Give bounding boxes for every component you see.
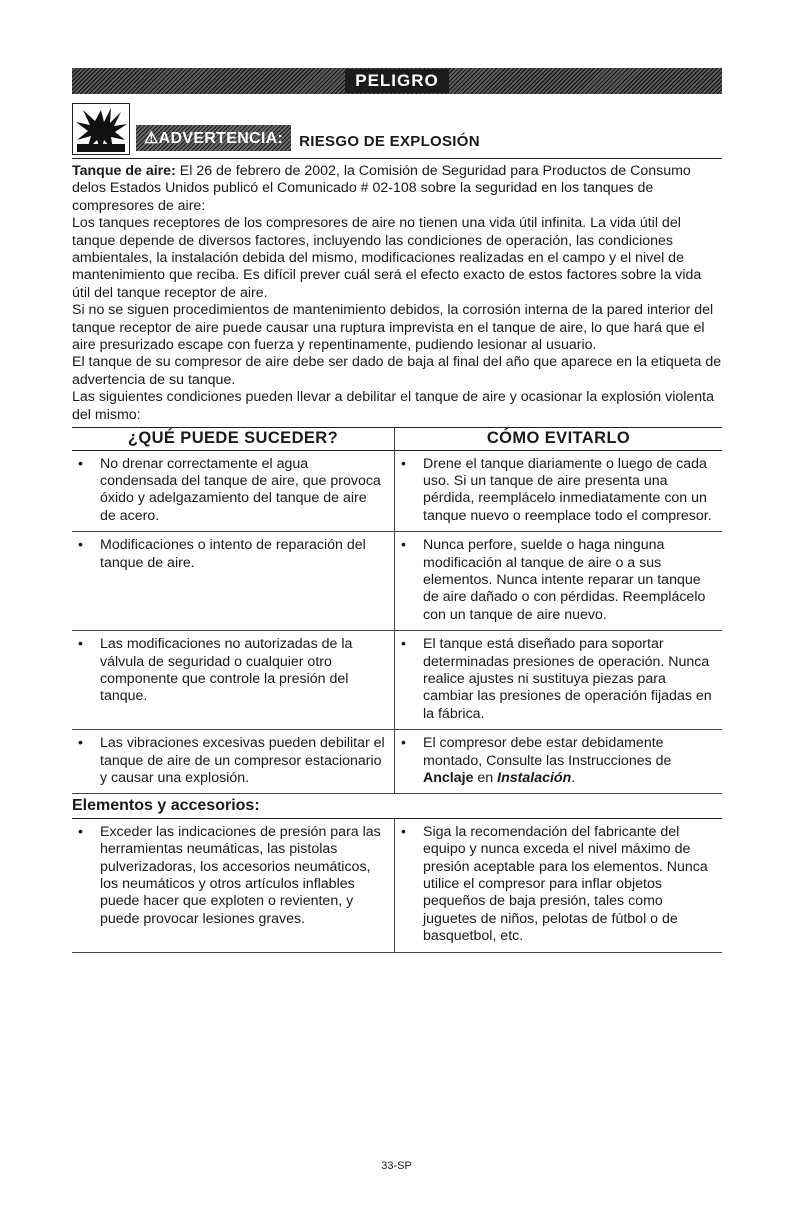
explosion-icon [72,103,130,155]
column-header-how-to-avoid: CÓMO EVITARLO [395,428,723,450]
section-header-row [72,794,722,818]
warning-badge: ⚠ADVERTENCIA: [136,125,291,151]
intro-paragraph-1: Tanque de aire: El 26 de febrero de 2002, la Comisión de Seguridad para Productos de Consumo delos Estados Unidos publicó el Comunicado # 02-108 sobre la seguridad en los tanques de compresores de aire: [72,163,691,214]
intro-paragraph-5: Las siguientes condiciones pueden llevar a debilitar el tanque de aire y ocasionar la explosión violenta del mismo: [72,389,715,423]
danger-banner [72,68,722,94]
document-page [72,68,722,953]
table-row: • Modificaciones o intento de reparación del tanque de aire. • Nunca perfore, suelde o haga ninguna modificación al tanque de aire o a sus elementos. Nunca intente reparar un tanque de aire dañado o con pérdidas. Reemplácelo con un tanque de aire nuevo. [72,532,722,631]
hazard-table [72,427,722,953]
intro-paragraph-3: Si no se siguen procedimientos de mantenimiento debidos, la corrosión interna de la pared interior del tanque receptor de aire puede causar una ruptura imprevista en el tanque de aire, lo que hará que el aire presurizado escape con fuerza y repentinamente, pudiendo lesionar al usuario. [72,302,714,354]
intro-paragraph-2: Los tanques receptores de los compresores de aire no tienen una vida útil infinita. La vida útil del tanque depende de diversos factores, incluyendo las condiciones de operación, las condiciones ambientales, la instalación debida del mismo, modificaciones realizadas en el campo y el nivel de mantenimiento que reciba. Es difícil prever cuál será el efecto exacto de estos factores sobre la vida útil del tanque receptor de aire. [72,215,702,301]
intro-text [72,163,722,424]
danger-label: PELIGRO [345,69,449,93]
intro-paragraph-4: El tanque de su compresor de aire debe ser dado de baja al final del año que aparece en la etiqueta de advertencia de su tanque. [72,354,722,388]
tank-label: Tanque de aire: [72,163,176,179]
table-row: • Las modificaciones no autorizadas de la válvula de seguridad o cualquier otro componente que controle la presión del tanque. • El tanque está diseñado para soportar determinadas presiones de operación. Nunca realice ajustes ni sustituya piezas para cambiar las presiones de operación fijadas en la fábrica. [72,631,722,730]
table-row: • Exceder las indicaciones de presión para las herramientas neumáticas, las pistolas pulverizadoras, los accesorios neumáticos, los neumáticos y otros artículos inflables puede hacer que exploten o revienten, y puede provocar lesiones graves. • Siga la recomendación del fabricante del equipo y nunca exceda el nivel máximo de presión aceptable para los elementos. Nunca utilice el compresor para inflar objetos pequeños de baja presión, tales como juguetes de niños, pelotas de fútbol o de basquetbol, etc. [72,818,722,952]
section-title: Elementos y accesorios: [72,794,722,818]
warning-header [72,100,722,159]
table-row: • Las vibraciones excesivas pueden debilitar el tanque de aire de un compresor estacionario y causar una explosión. • El compresor debe estar debidamente montado, Consulte las Instrucciones de Anclaje en Instalación. [72,730,722,794]
hazard-title: RIESGO DE EXPLOSIÓN [299,133,480,150]
page-number: 33-SP [381,1160,412,1172]
table-row: • No drenar correctamente el agua condensada del tanque de aire, que provoca óxido y adelgazamiento del tanque de aire de acero. • Drene el tanque diariamente o luego de cada uso. Si un tanque de aire presenta una pérdida, reemplácelo inmediatamente con un tanque nuevo o reemplace todo el compresor. [72,450,722,532]
column-header-what-happens: ¿QUÉ PUEDE SUCEDER? [72,428,395,450]
